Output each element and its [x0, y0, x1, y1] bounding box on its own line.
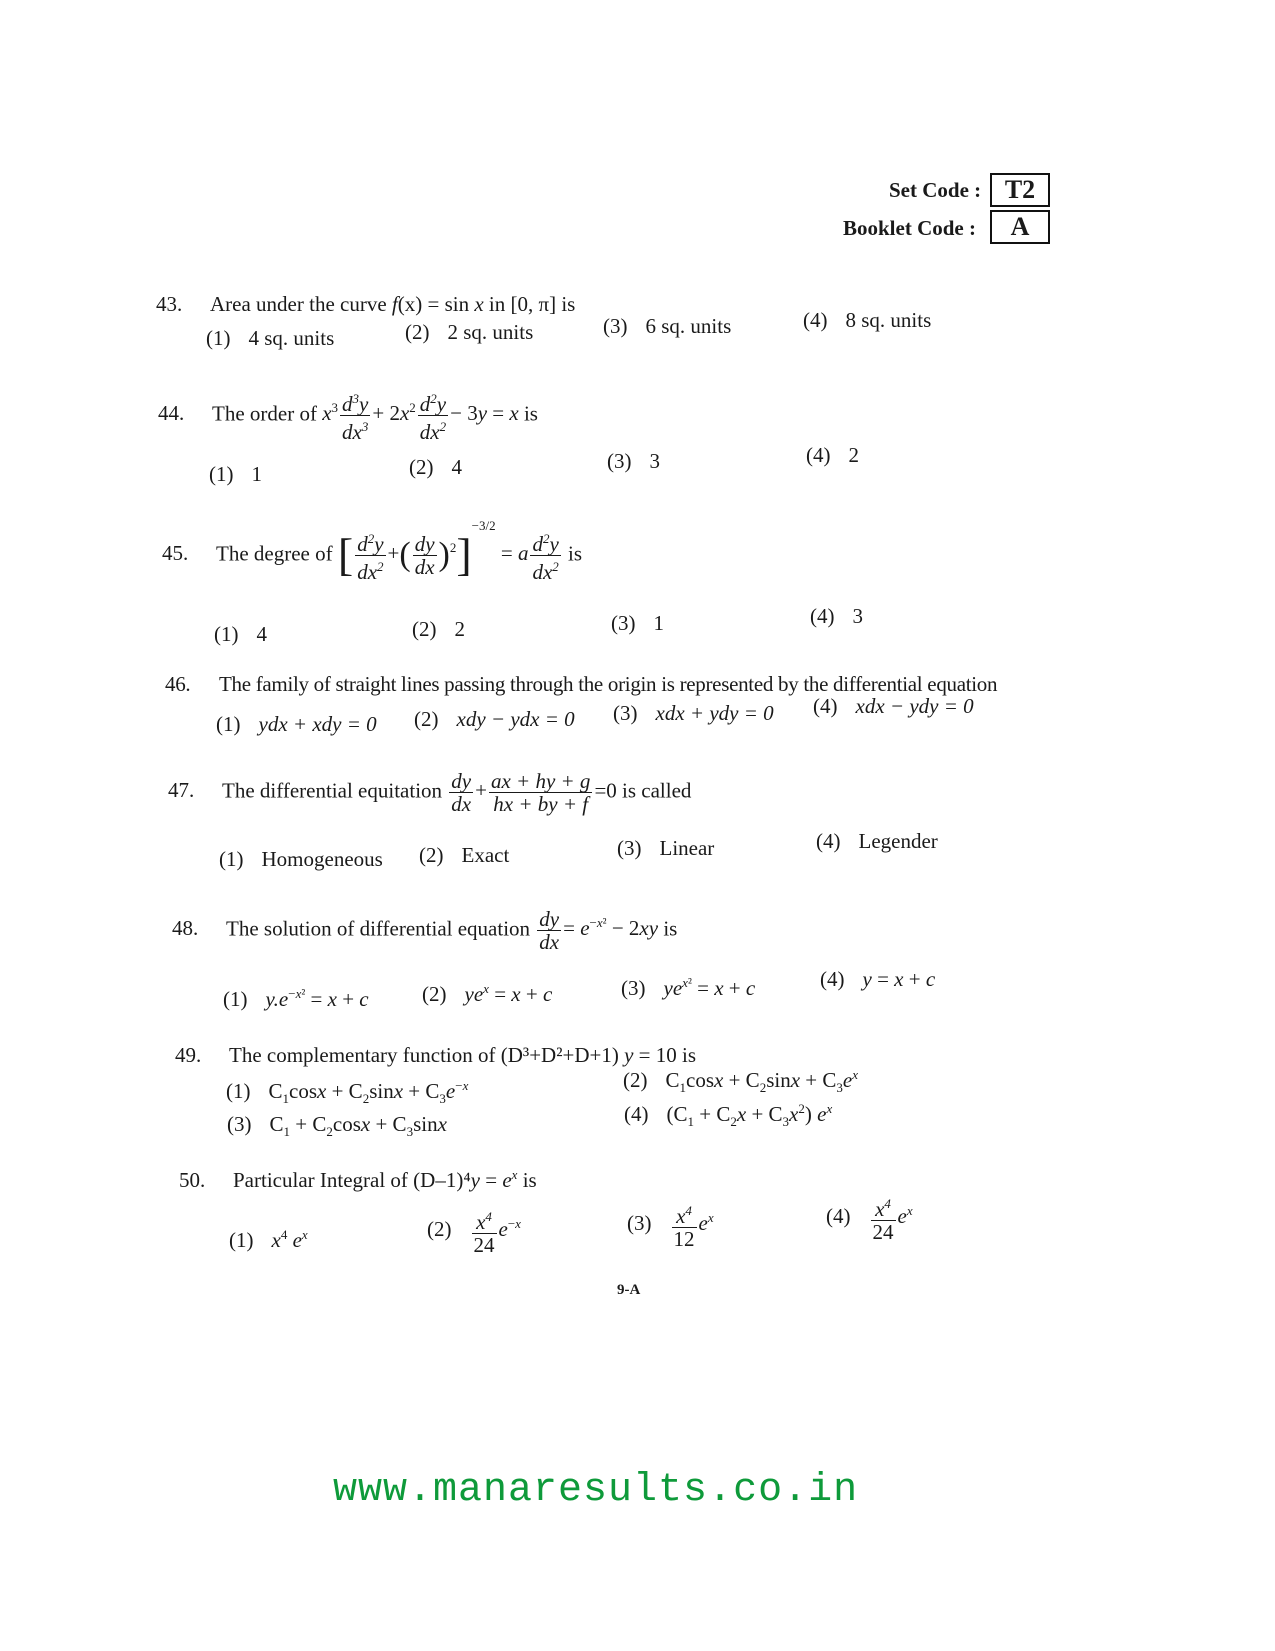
question-46-option-1[interactable]: (1) ydx + xdy = 0: [216, 712, 377, 736]
question-number: 50.: [179, 1168, 206, 1192]
set-code-label: Set Code :: [889, 178, 982, 202]
question-44-option-3[interactable]: (3) 3: [607, 449, 660, 473]
question-48-option-4[interactable]: (4) y = x + c: [820, 967, 936, 991]
question-45-option-1[interactable]: (1) 4: [214, 622, 267, 646]
question-49: 49. The complementary function of (D³+D²+D+1) y = 10 is: [175, 1043, 697, 1067]
booklet-code-label: Booklet Code :: [843, 216, 976, 240]
footer-website-link[interactable]: www.manaresults.co.in: [333, 1468, 859, 1513]
question-number: 49.: [175, 1043, 202, 1067]
question-44-option-2[interactable]: (2) 4: [409, 455, 462, 479]
question-48-option-1[interactable]: (1) $y.e^{-x^2} = x + c$: [223, 986, 369, 1011]
question-45-option-2[interactable]: (2) 2: [412, 617, 465, 641]
question-48: 48. The solution of differential equation $\frac{dy}{dx}$ = $e^{-x^2} - 2xy$ is: [172, 907, 678, 954]
question-49-option-3[interactable]: (3) $C_1 + C_2\cos x + C_3\sin x$: [227, 1112, 447, 1140]
equation-47: $\frac{dy}{dx}$ + $\frac{ax + hy + g}{hx + by + f}$: [451, 769, 591, 816]
question-number: 43.: [156, 292, 183, 316]
question-50-option-2[interactable]: (2) $\frac{x^4}{24}$ $e^{-x}$: [427, 1206, 521, 1256]
set-code-value: T2: [990, 173, 1050, 207]
booklet-code-value: A: [990, 210, 1050, 244]
question-44: 44. The order of $x^3$ $\frac{d^3y}{dx^3}$ + $2x^2$ $\frac{d^2y}{dx^2}$ − 3y = x is: [158, 388, 538, 443]
question-43-option-4[interactable]: (4) 8 sq. units: [803, 308, 932, 332]
equation-48: $\frac{dy}{dx}$ = $e^{-x^2} - 2xy$: [539, 907, 659, 954]
question-50-option-1[interactable]: (1) $x^4$ $e^x$: [229, 1227, 308, 1252]
equation-44: $x^3$ $\frac{d^3y}{dx^3}$ + $2x^2$ $\frac{d^2y}{dx^2}$ − 3y = x: [322, 401, 519, 425]
question-50-option-4[interactable]: (4) $\frac{x^4}{24}$ $e^x$: [826, 1193, 913, 1243]
question-47: 47. The differential equitation $\frac{dy}{dx}$ + $\frac{ax + hy + g}{hx + by + f}$ =0 is called: [168, 769, 692, 816]
question-43: 43. Area under the curve f(x) = sin x in [0, π] is: [156, 292, 576, 316]
question-47-option-3[interactable]: (3) Linear: [617, 836, 715, 860]
question-49-option-4[interactable]: (4) $(C_1 + C_2x + C_3x^2)$ $e^x$: [624, 1101, 833, 1130]
question-number: 45.: [162, 541, 189, 566]
question-47-option-4[interactable]: (4) Legender: [816, 829, 938, 853]
question-46-option-2[interactable]: (2) xdy − ydx = 0: [414, 707, 575, 731]
question-45-option-3[interactable]: (3) 1: [611, 611, 664, 635]
question-46-option-4[interactable]: (4) xdx − ydy = 0: [813, 694, 974, 718]
question-45-option-4[interactable]: (4) 3: [810, 604, 863, 628]
page-number: 9-A: [617, 1282, 641, 1298]
question-43-option-1[interactable]: (1) 4 sq. units: [206, 326, 335, 350]
question-44-option-4[interactable]: (4) 2: [806, 443, 859, 467]
question-44-option-1[interactable]: (1) 1: [209, 462, 262, 486]
question-47-option-2[interactable]: (2) Exact: [419, 843, 510, 867]
question-number: 47.: [168, 778, 195, 803]
equation-45: [ $\frac{d^2y}{dx^2}$ +( $\frac{dy}{dx}$ )$^2$]$^{-3/2}$ = a $\frac{d^2y}{dx^2}$: [337, 518, 559, 584]
question-46-option-3[interactable]: (3) xdx + ydy = 0: [613, 701, 774, 725]
question-50-option-3[interactable]: (3) $\frac{x^4}{12}$ $e^x$: [627, 1200, 714, 1250]
question-number: 48.: [172, 916, 199, 941]
question-46: 46. The family of straight lines passing through the origin is represented by the differential equation: [165, 672, 998, 696]
question-number: 46.: [165, 672, 191, 696]
question-49-option-2[interactable]: (2) $C_1\cos x + C_2\sin x + C_3e^x$: [623, 1067, 859, 1096]
question-47-option-1[interactable]: (1) Homogeneous: [219, 847, 383, 871]
question-number: 44.: [158, 401, 185, 426]
question-43-option-2[interactable]: (2) 2 sq. units: [405, 320, 534, 344]
question-43-option-3[interactable]: (3) 6 sq. units: [603, 314, 732, 338]
question-50: 50. Particular Integral of $(D-1)^4y = e^x$ is: [179, 1167, 537, 1192]
question-48-option-3[interactable]: (3) $ye^{x^2} = x + c$: [621, 975, 756, 1000]
question-48-option-2[interactable]: (2) $ye^x = x + c$: [422, 981, 553, 1006]
question-49-option-1[interactable]: (1) $C_1\cos x + C_2\sin x + C_3e^{-x}$: [226, 1078, 469, 1107]
question-45: 45. The degree of [ $\frac{d^2y}{dx^2}$ +( $\frac{dy}{dx}$ )$^2$]$^{-3/2}$ = a $\frac{d^2y}{dx^2}$ is: [162, 518, 583, 584]
